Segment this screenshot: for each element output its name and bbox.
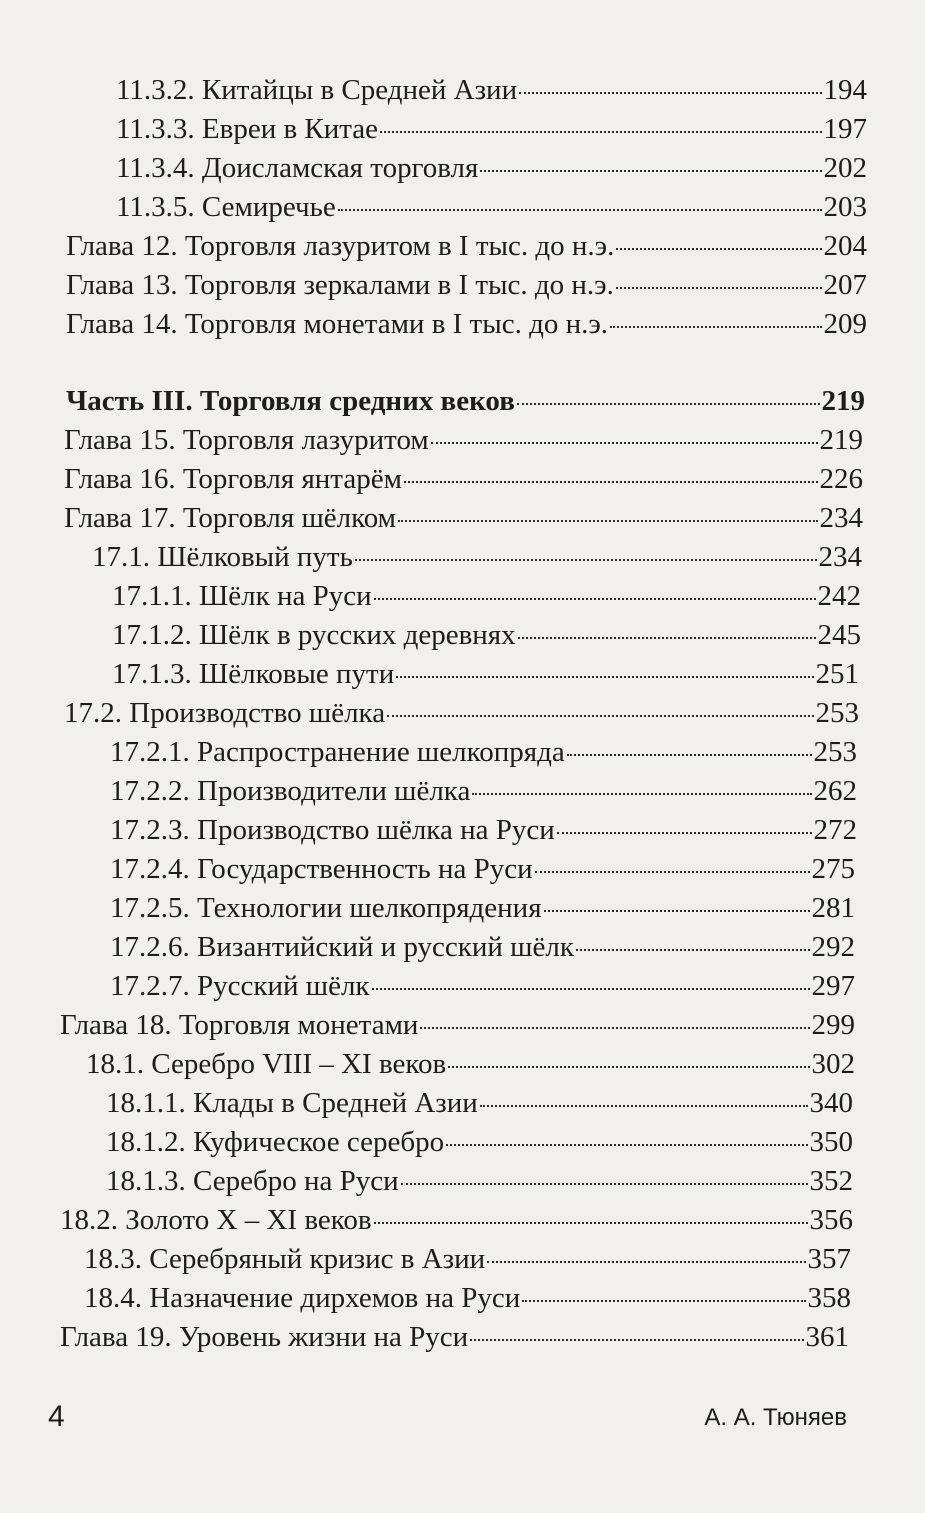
toc-entry-title: Часть III. Торговля средних веков xyxy=(66,385,515,417)
dot-leader xyxy=(470,1339,803,1341)
toc-entry xyxy=(112,615,861,655)
toc-entry xyxy=(110,771,857,811)
toc-entry-title: Глава 13. Торговля зеркалами в I тыс. до н.э. xyxy=(66,269,614,301)
toc-entry-title: 17.2.7. Русский шёлк xyxy=(110,970,370,1002)
toc-entry-title: 11.3.3. Евреи в Китае xyxy=(116,113,379,145)
toc-entry-title: 11.3.4. Доисламская торговля xyxy=(116,152,479,184)
toc-entry-page: 299 xyxy=(811,1009,855,1041)
dot-leader xyxy=(372,988,810,990)
dot-leader xyxy=(401,1183,808,1185)
toc-entry xyxy=(106,1122,853,1162)
toc-entry xyxy=(110,810,857,850)
dot-leader xyxy=(517,403,820,405)
toc-entry-title: 18.1.2. Куфическое серебро xyxy=(106,1126,445,1158)
toc-entry-page: 358 xyxy=(807,1282,851,1314)
toc-entry-title: 17.1.3. Шёлковые пути xyxy=(112,658,395,690)
toc-entry-title: Глава 12. Торговля лазуритом в I тыс. до н.э. xyxy=(66,230,615,262)
toc-entry-page: 292 xyxy=(811,931,855,963)
toc-entry-title: Глава 15. Торговля лазуритом xyxy=(64,424,429,456)
toc-entry-page: 253 xyxy=(813,736,857,768)
toc-entry-page: 357 xyxy=(807,1243,851,1275)
toc-entry-page: 275 xyxy=(811,853,855,885)
dot-leader xyxy=(616,287,822,289)
dot-leader xyxy=(518,637,816,639)
toc-entry xyxy=(66,304,867,344)
toc-entry xyxy=(64,498,863,538)
toc-entry-title: 18.1. Серебро VIII – XI веков xyxy=(86,1048,447,1080)
toc-entry-page: 251 xyxy=(815,658,859,690)
toc-entry-title: 17.1.2. Шёлк в русских деревнях xyxy=(112,619,516,651)
toc-entry xyxy=(116,70,867,110)
toc-entry-title: Глава 17. Торговля шёлком xyxy=(64,502,397,534)
toc-entry-title: 18.4. Назначение дирхемов на Руси xyxy=(84,1282,521,1314)
toc-entry xyxy=(112,576,861,616)
toc-entry-page: 340 xyxy=(809,1087,853,1119)
toc-entry-title: 17.2. Производство шёлка xyxy=(64,697,386,729)
dot-leader xyxy=(544,910,810,912)
toc-entry xyxy=(116,109,867,149)
dot-leader xyxy=(396,676,813,678)
author-name: А. А. Тюняев xyxy=(704,1404,847,1431)
toc-entry-page: 272 xyxy=(813,814,857,846)
dot-leader xyxy=(519,92,821,94)
toc-entry-title: 17.1.1. Шёлк на Руси xyxy=(112,580,372,612)
toc-entry xyxy=(112,654,859,694)
toc-entry-page: 209 xyxy=(823,308,867,340)
dot-leader xyxy=(522,1300,805,1302)
dot-leader xyxy=(338,209,822,211)
dot-leader xyxy=(387,715,813,717)
toc-entry-page: 219 xyxy=(819,424,863,456)
dot-leader xyxy=(557,832,812,834)
toc-entry xyxy=(92,537,862,577)
toc-entry-page: 234 xyxy=(819,502,863,534)
dot-leader xyxy=(446,1144,807,1146)
dot-leader xyxy=(404,481,818,483)
toc-entry-title: 17.2.1. Распространение шелкопряда xyxy=(110,736,565,768)
toc-entry-page: 197 xyxy=(823,113,867,145)
toc-entry-page: 207 xyxy=(823,269,867,301)
dot-leader xyxy=(535,871,810,873)
toc-entry xyxy=(84,1278,851,1318)
dot-leader xyxy=(380,131,821,133)
toc-entry-title: 17.1. Шёлковый путь xyxy=(92,541,353,573)
dot-leader xyxy=(616,248,821,250)
toc-entry-title: Глава 14. Торговля монетами в I тыс. до н.э. xyxy=(66,308,609,340)
toc-entry-title: 17.2.6. Византийский и русский шёлк xyxy=(110,931,574,963)
toc-entry-title: 18.1.1. Клады в Средней Азии xyxy=(106,1087,478,1119)
toc-entry-title: 18.3. Серебряный кризис в Азии xyxy=(84,1243,486,1275)
toc-entry xyxy=(60,1317,849,1357)
dot-leader xyxy=(480,170,821,172)
toc-entry-title: Глава 16. Торговля янтарём xyxy=(64,463,402,495)
toc-entry-page: 281 xyxy=(811,892,855,924)
toc-entry-page: 203 xyxy=(823,191,867,223)
toc-entry-page: 352 xyxy=(809,1165,853,1197)
dot-leader xyxy=(431,442,818,444)
dot-leader xyxy=(420,1027,809,1029)
toc-entry-page: 242 xyxy=(817,580,861,612)
toc-entry xyxy=(64,459,863,499)
toc-entry-page: 262 xyxy=(813,775,857,807)
dot-leader xyxy=(472,793,811,795)
toc-entry-title: 18.2. Золото X – XI веков xyxy=(60,1204,372,1236)
toc-entry xyxy=(66,226,867,266)
dot-leader xyxy=(567,754,812,756)
toc-entry xyxy=(110,888,855,928)
toc-entry-title: 17.2.5. Технологии шелкопрядения xyxy=(110,892,542,924)
toc-entry xyxy=(110,927,855,967)
toc-entry-page: 356 xyxy=(809,1204,853,1236)
toc-entry-page: 234 xyxy=(818,541,862,573)
toc-entry-page: 226 xyxy=(819,463,863,495)
page-number: 4 xyxy=(48,1400,65,1433)
toc-entry-page: 253 xyxy=(815,697,859,729)
toc-entry-title: Глава 18. Торговля монетами xyxy=(60,1009,419,1041)
toc-entry-page: 194 xyxy=(823,74,867,106)
toc-entry-page: 202 xyxy=(823,152,867,184)
dot-leader xyxy=(576,949,810,951)
toc-entry xyxy=(106,1161,853,1201)
dot-leader xyxy=(448,1066,809,1068)
dot-leader xyxy=(374,1222,808,1224)
toc-entry xyxy=(110,732,857,772)
toc-entry-title: 17.2.2. Производители шёлка xyxy=(110,775,471,807)
toc-entry-page: 245 xyxy=(817,619,861,651)
toc-entry xyxy=(64,420,863,460)
toc-part-heading xyxy=(66,381,865,421)
dot-leader xyxy=(610,326,821,328)
dot-leader xyxy=(487,1261,805,1263)
page-footer xyxy=(0,1400,925,1440)
toc-entry-title: 17.2.3. Производство шёлка на Руси xyxy=(110,814,555,846)
toc-entry xyxy=(116,148,867,188)
toc-entry-page: 219 xyxy=(821,385,865,417)
toc-entry xyxy=(84,1239,851,1279)
toc-entry xyxy=(110,966,855,1006)
toc-entry xyxy=(60,1005,855,1045)
dot-leader xyxy=(355,559,817,561)
dot-leader xyxy=(398,520,817,522)
toc-entry-page: 361 xyxy=(805,1321,849,1353)
toc-entry xyxy=(64,693,859,733)
dot-leader xyxy=(374,598,816,600)
toc-entry-title: Глава 19. Уровень жизни на Руси xyxy=(60,1321,469,1353)
toc-entry-page: 204 xyxy=(823,230,867,262)
toc-entry xyxy=(60,1200,853,1240)
toc-entry xyxy=(116,187,867,227)
toc-entry xyxy=(106,1083,853,1123)
toc-entry xyxy=(86,1044,855,1084)
toc-entry-title: 17.2.4. Государственность на Руси xyxy=(110,853,533,885)
toc-entry-page: 297 xyxy=(811,970,855,1002)
toc-entry xyxy=(110,849,855,889)
toc-entry xyxy=(66,265,867,305)
toc-entry-title: 11.3.2. Китайцы в Средней Азии xyxy=(116,74,518,106)
toc-entry-title: 18.1.3. Серебро на Руси xyxy=(106,1165,399,1197)
dot-leader xyxy=(480,1105,808,1107)
toc-entry-title: 11.3.5. Семиречье xyxy=(116,191,336,223)
toc-entry-page: 302 xyxy=(811,1048,855,1080)
toc-entry-page: 350 xyxy=(809,1126,853,1158)
